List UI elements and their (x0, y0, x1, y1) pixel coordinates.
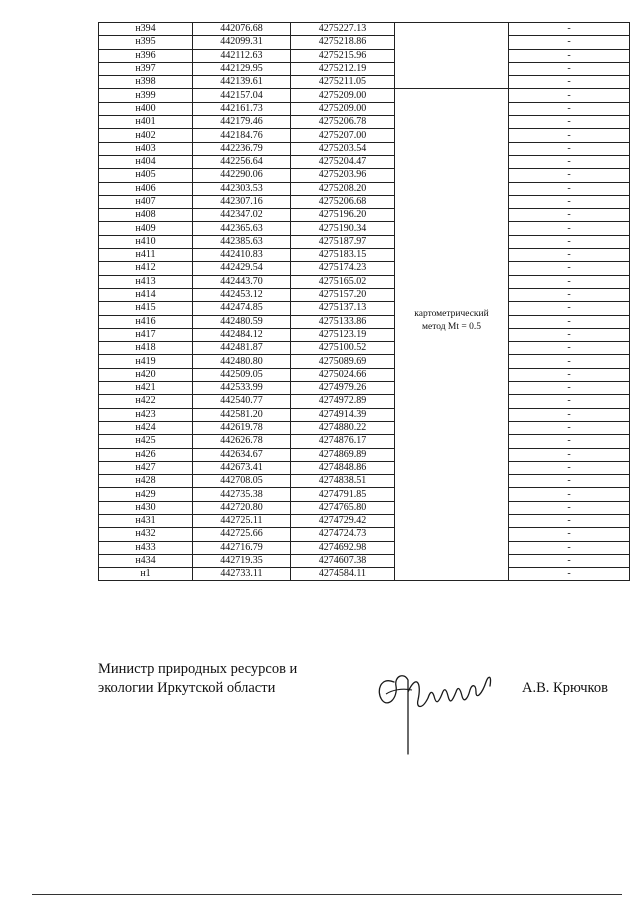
method-cell (395, 129, 509, 142)
method-cell (395, 568, 509, 581)
accuracy-cell: - (509, 315, 630, 328)
point-cell: н399 (99, 89, 193, 102)
table-row (99, 142, 630, 155)
point-cell: н396 (99, 49, 193, 62)
x-coordinate-cell: 442533.99 (193, 382, 291, 395)
point-cell: н413 (99, 275, 193, 288)
point-cell: н420 (99, 368, 193, 381)
accuracy-cell: - (509, 342, 630, 355)
x-coordinate-cell: 442480.59 (193, 315, 291, 328)
table-row (99, 262, 630, 275)
accuracy-cell: - (509, 448, 630, 461)
table-row (99, 89, 630, 102)
x-coordinate-cell: 442716.79 (193, 541, 291, 554)
accuracy-cell: - (509, 89, 630, 102)
point-cell: н417 (99, 328, 193, 341)
x-coordinate-cell: 442619.78 (193, 421, 291, 434)
accuracy-cell: - (509, 209, 630, 222)
point-cell: н421 (99, 382, 193, 395)
y-coordinate-cell: 4274876.17 (291, 435, 395, 448)
point-cell: н419 (99, 355, 193, 368)
x-coordinate-cell: 442634.67 (193, 448, 291, 461)
table-row (99, 249, 630, 262)
point-cell: н418 (99, 342, 193, 355)
method-cell (395, 408, 509, 421)
method-cell (395, 395, 509, 408)
method-cell (395, 195, 509, 208)
y-coordinate-cell: 4274791.85 (291, 488, 395, 501)
signatory-position (98, 660, 297, 698)
point-cell: н425 (99, 435, 193, 448)
table-row (99, 408, 630, 421)
y-coordinate-cell: 4274692.98 (291, 541, 395, 554)
table-row (99, 235, 630, 248)
y-coordinate-cell: 4274765.80 (291, 501, 395, 514)
x-coordinate-cell: 442385.63 (193, 235, 291, 248)
accuracy-cell: - (509, 514, 630, 527)
x-coordinate-cell: 442161.73 (193, 102, 291, 115)
y-coordinate-cell: 4274869.89 (291, 448, 395, 461)
method-cell (395, 501, 509, 514)
y-coordinate-cell: 4275100.52 (291, 342, 395, 355)
y-coordinate-cell: 4275204.47 (291, 155, 395, 168)
x-coordinate-cell: 442481.87 (193, 342, 291, 355)
table-row (99, 514, 630, 527)
point-cell: н424 (99, 421, 193, 434)
x-coordinate-cell: 442129.95 (193, 62, 291, 75)
point-cell: н401 (99, 116, 193, 129)
x-coordinate-cell: 442112.63 (193, 49, 291, 62)
y-coordinate-cell: 4274972.89 (291, 395, 395, 408)
y-coordinate-cell: 4275218.86 (291, 36, 395, 49)
method-cell (395, 514, 509, 527)
x-coordinate-cell: 442365.63 (193, 222, 291, 235)
accuracy-cell: - (509, 288, 630, 301)
y-coordinate-cell: 4275123.19 (291, 328, 395, 341)
x-coordinate-cell: 442290.06 (193, 169, 291, 182)
y-coordinate-cell: 4275089.69 (291, 355, 395, 368)
y-coordinate-cell: 4274880.22 (291, 421, 395, 434)
method-cell (395, 182, 509, 195)
y-coordinate-cell: 4275165.02 (291, 275, 395, 288)
signatory-name: А.В. Крючков (522, 680, 608, 696)
method-cell (395, 488, 509, 501)
accuracy-cell: - (509, 235, 630, 248)
method-cell (395, 368, 509, 381)
accuracy-cell: - (509, 461, 630, 474)
point-cell: н434 (99, 554, 193, 567)
signatory-position-line-1: Министр природных ресурсов и (98, 661, 298, 677)
method-cell (395, 235, 509, 248)
method-cell (395, 49, 509, 62)
y-coordinate-cell: 4274584.11 (291, 568, 395, 581)
coordinates-table (98, 22, 630, 581)
point-cell: н412 (99, 262, 193, 275)
x-coordinate-cell: 442256.64 (193, 155, 291, 168)
accuracy-cell: - (509, 222, 630, 235)
y-coordinate-cell: 4275187.97 (291, 235, 395, 248)
coordinates-table-body (99, 23, 630, 581)
method-cell (395, 36, 509, 49)
accuracy-cell: - (509, 182, 630, 195)
accuracy-cell: - (509, 541, 630, 554)
accuracy-cell: - (509, 554, 630, 567)
y-coordinate-cell: 4275207.00 (291, 129, 395, 142)
table-row (99, 475, 630, 488)
y-coordinate-cell: 4274848.86 (291, 461, 395, 474)
table-row (99, 76, 630, 89)
x-coordinate-cell: 442307.16 (193, 195, 291, 208)
y-coordinate-cell: 4275183.15 (291, 249, 395, 262)
accuracy-cell: - (509, 36, 630, 49)
accuracy-cell: - (509, 23, 630, 36)
method-cell (395, 76, 509, 89)
table-row (99, 275, 630, 288)
accuracy-cell: - (509, 302, 630, 315)
y-coordinate-cell: 4274979.26 (291, 382, 395, 395)
accuracy-cell: - (509, 328, 630, 341)
point-cell: н411 (99, 249, 193, 262)
y-coordinate-cell: 4274838.51 (291, 475, 395, 488)
y-coordinate-cell: 4275203.96 (291, 169, 395, 182)
point-cell: н432 (99, 528, 193, 541)
x-coordinate-cell: 442725.11 (193, 514, 291, 527)
accuracy-cell: - (509, 528, 630, 541)
point-cell: н415 (99, 302, 193, 315)
x-coordinate-cell: 442429.54 (193, 262, 291, 275)
accuracy-cell: - (509, 169, 630, 182)
y-coordinate-cell: 4275215.96 (291, 49, 395, 62)
table-row (99, 62, 630, 75)
point-cell: н407 (99, 195, 193, 208)
method-cell (395, 309, 509, 341)
table-row (99, 182, 630, 195)
x-coordinate-cell: 442480.80 (193, 355, 291, 368)
accuracy-cell: - (509, 142, 630, 155)
y-coordinate-cell: 4274729.42 (291, 514, 395, 527)
method-cell (395, 554, 509, 567)
x-coordinate-cell: 442179.46 (193, 116, 291, 129)
table-row (99, 23, 630, 36)
method-cell (395, 342, 509, 355)
x-coordinate-cell: 442708.05 (193, 475, 291, 488)
table-row (99, 209, 630, 222)
accuracy-cell: - (509, 62, 630, 75)
x-coordinate-cell: 442673.41 (193, 461, 291, 474)
method-cell (395, 116, 509, 129)
accuracy-cell: - (509, 116, 630, 129)
accuracy-cell: - (509, 568, 630, 581)
method-cell (395, 102, 509, 115)
accuracy-cell: - (509, 475, 630, 488)
table-row (99, 155, 630, 168)
table-row (99, 195, 630, 208)
y-coordinate-cell: 4275174.23 (291, 262, 395, 275)
y-coordinate-cell: 4275211.05 (291, 76, 395, 89)
table-row (99, 36, 630, 49)
method-cell (395, 142, 509, 155)
point-cell: н1 (99, 568, 193, 581)
y-coordinate-cell: 4275190.34 (291, 222, 395, 235)
x-coordinate-cell: 442540.77 (193, 395, 291, 408)
accuracy-cell: - (509, 129, 630, 142)
method-cell (395, 288, 509, 301)
table-row (99, 49, 630, 62)
accuracy-cell: - (509, 488, 630, 501)
point-cell: н406 (99, 182, 193, 195)
method-column-divider (395, 88, 508, 89)
method-cell (395, 62, 509, 75)
x-coordinate-cell: 442453.12 (193, 288, 291, 301)
page-bottom-edge (32, 894, 622, 895)
table-row (99, 102, 630, 115)
x-coordinate-cell: 442719.35 (193, 554, 291, 567)
x-coordinate-cell: 442733.11 (193, 568, 291, 581)
method-cell (395, 169, 509, 182)
x-coordinate-cell: 442410.83 (193, 249, 291, 262)
table-row (99, 541, 630, 554)
table-row (99, 395, 630, 408)
y-coordinate-cell: 4275212.19 (291, 62, 395, 75)
y-coordinate-cell: 4275137.13 (291, 302, 395, 315)
handwritten-signature (372, 652, 502, 757)
method-cell (395, 541, 509, 554)
point-cell: н428 (99, 475, 193, 488)
accuracy-cell: - (509, 408, 630, 421)
table-row (99, 288, 630, 301)
point-cell: н395 (99, 36, 193, 49)
accuracy-cell: - (509, 382, 630, 395)
table-row (99, 169, 630, 182)
survey-method-text: картометрический метод Mt = 0.5 (414, 309, 489, 333)
table-row (99, 421, 630, 434)
accuracy-cell: - (509, 49, 630, 62)
x-coordinate-cell: 442157.04 (193, 89, 291, 102)
y-coordinate-cell: 4274724.73 (291, 528, 395, 541)
point-cell: н394 (99, 23, 193, 36)
table-row (99, 342, 630, 355)
point-cell: н405 (99, 169, 193, 182)
method-cell (395, 421, 509, 434)
x-coordinate-cell: 442725.66 (193, 528, 291, 541)
accuracy-cell: - (509, 395, 630, 408)
accuracy-cell: - (509, 195, 630, 208)
x-coordinate-cell: 442581.20 (193, 408, 291, 421)
y-coordinate-cell: 4275133.86 (291, 315, 395, 328)
table-row (99, 488, 630, 501)
table-row (99, 382, 630, 395)
x-coordinate-cell: 442626.78 (193, 435, 291, 448)
point-cell: н403 (99, 142, 193, 155)
method-cell (395, 249, 509, 262)
x-coordinate-cell: 442184.76 (193, 129, 291, 142)
point-cell: н400 (99, 102, 193, 115)
method-cell (395, 209, 509, 222)
y-coordinate-cell: 4275209.00 (291, 102, 395, 115)
x-coordinate-cell: 442735.38 (193, 488, 291, 501)
method-cell (395, 355, 509, 368)
accuracy-cell: - (509, 155, 630, 168)
x-coordinate-cell: 442474.85 (193, 302, 291, 315)
y-coordinate-cell: 4275024.66 (291, 368, 395, 381)
y-coordinate-cell: 4274914.39 (291, 408, 395, 421)
point-cell: н422 (99, 395, 193, 408)
point-cell: н431 (99, 514, 193, 527)
point-cell: н427 (99, 461, 193, 474)
y-coordinate-cell: 4275203.54 (291, 142, 395, 155)
accuracy-cell: - (509, 76, 630, 89)
table-row (99, 302, 630, 315)
table-row (99, 568, 630, 581)
method-cell (395, 382, 509, 395)
accuracy-cell: - (509, 102, 630, 115)
method-cell (395, 222, 509, 235)
table-row (99, 222, 630, 235)
x-coordinate-cell: 442443.70 (193, 275, 291, 288)
table-row (99, 355, 630, 368)
y-coordinate-cell: 4275196.20 (291, 209, 395, 222)
point-cell: н429 (99, 488, 193, 501)
y-coordinate-cell: 4275157.20 (291, 288, 395, 301)
accuracy-cell: - (509, 355, 630, 368)
y-coordinate-cell: 4275209.00 (291, 89, 395, 102)
x-coordinate-cell: 442347.02 (193, 209, 291, 222)
x-coordinate-cell: 442720.80 (193, 501, 291, 514)
method-cell (395, 475, 509, 488)
method-cell (395, 155, 509, 168)
x-coordinate-cell: 442484.12 (193, 328, 291, 341)
method-cell (395, 275, 509, 288)
method-cell (395, 262, 509, 275)
point-cell: н404 (99, 155, 193, 168)
x-coordinate-cell: 442099.31 (193, 36, 291, 49)
point-cell: н430 (99, 501, 193, 514)
y-coordinate-cell: 4275208.20 (291, 182, 395, 195)
accuracy-cell: - (509, 249, 630, 262)
point-cell: н426 (99, 448, 193, 461)
y-coordinate-cell: 4275227.13 (291, 23, 395, 36)
y-coordinate-cell: 4274607.38 (291, 554, 395, 567)
x-coordinate-cell: 442076.68 (193, 23, 291, 36)
x-coordinate-cell: 442139.61 (193, 76, 291, 89)
table-row (99, 116, 630, 129)
point-cell: н416 (99, 315, 193, 328)
accuracy-cell: - (509, 368, 630, 381)
accuracy-cell: - (509, 275, 630, 288)
point-cell: н408 (99, 209, 193, 222)
point-cell: н410 (99, 235, 193, 248)
method-cell (395, 528, 509, 541)
accuracy-cell: - (509, 435, 630, 448)
method-cell (395, 23, 509, 36)
table-row (99, 328, 630, 341)
point-cell: н402 (99, 129, 193, 142)
x-coordinate-cell: 442303.53 (193, 182, 291, 195)
x-coordinate-cell: 442509.05 (193, 368, 291, 381)
point-cell: н414 (99, 288, 193, 301)
point-cell: н398 (99, 76, 193, 89)
accuracy-cell: - (509, 501, 630, 514)
table-row (99, 448, 630, 461)
y-coordinate-cell: 4275206.78 (291, 116, 395, 129)
table-row (99, 554, 630, 567)
accuracy-cell: - (509, 421, 630, 434)
table-row (99, 435, 630, 448)
table-row (99, 129, 630, 142)
method-cell (395, 89, 509, 102)
x-coordinate-cell: 442236.79 (193, 142, 291, 155)
point-cell: н433 (99, 541, 193, 554)
signatory-position-line-2: экологии Иркутской области (98, 680, 276, 696)
table-row (99, 315, 630, 328)
method-cell (395, 461, 509, 474)
table-row (99, 501, 630, 514)
method-cell (395, 448, 509, 461)
table-row (99, 528, 630, 541)
point-cell: н423 (99, 408, 193, 421)
point-cell: н397 (99, 62, 193, 75)
table-row (99, 368, 630, 381)
y-coordinate-cell: 4275206.68 (291, 195, 395, 208)
method-cell (395, 435, 509, 448)
point-cell: н409 (99, 222, 193, 235)
accuracy-cell: - (509, 262, 630, 275)
table-row (99, 461, 630, 474)
